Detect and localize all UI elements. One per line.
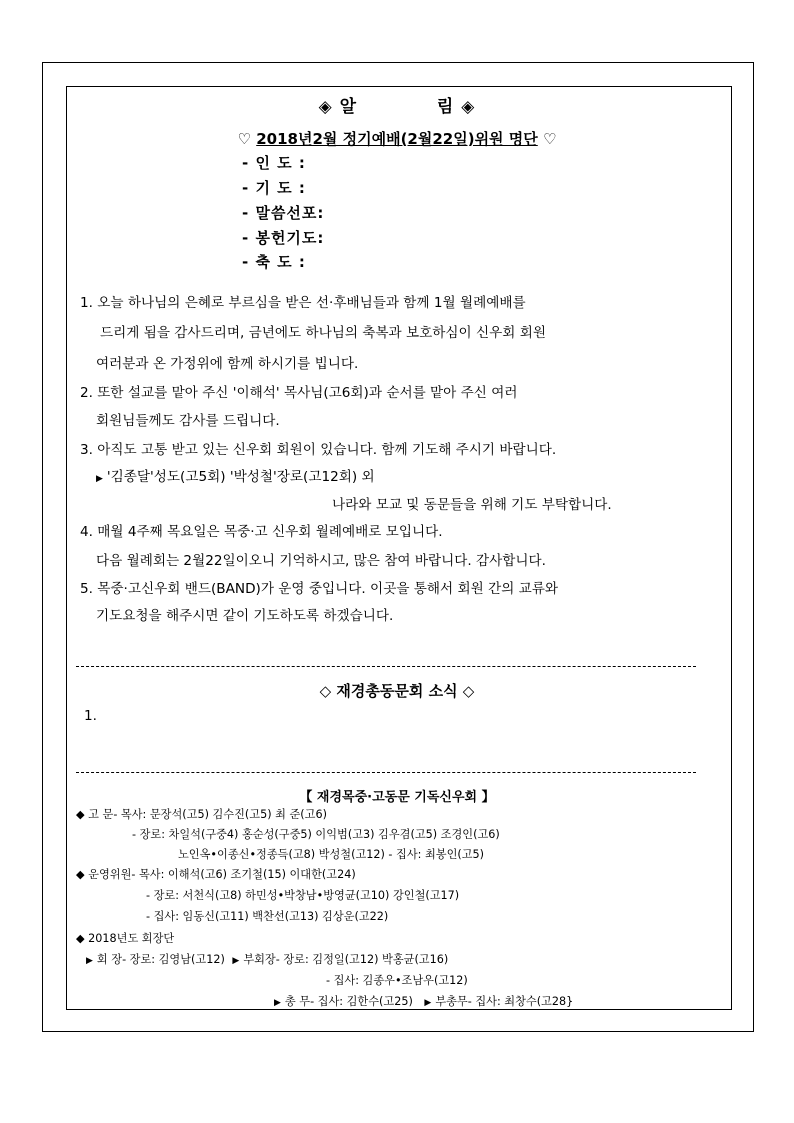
paragraph-3-line-2-text: '김종달'성도(고5회) '박성철'장로(고12회) 외 <box>106 469 375 485</box>
committee-line-2: - 장로: 서천식(고8) 하민성•박창남•방영균(고10) 강인철(고17) <box>146 889 460 902</box>
role-prayer: - 기 도 : <box>242 179 306 197</box>
roster-title <box>0 128 794 149</box>
roster-title-text: 2018년2월 정기예배(2월22일)위원 명단 <box>256 130 538 148</box>
paragraph-4-line-1: 4. 매월 4주째 목요일은 목중·고 신우회 월례예배로 모입니다. <box>80 524 443 540</box>
role-sermon: - 말씀선포: <box>242 204 325 222</box>
officers-line-2: - 집사: 김종우•조남우(고12) <box>326 974 468 987</box>
role-benediction: - 축 도 : <box>242 253 306 271</box>
vice-president-text: 부회장- 장로: 김정일(고12) 박홍균(고16) <box>243 953 449 966</box>
paragraph-5-line-1: 5. 목중·고신우회 밴드(BAND)가 운영 중입니다. 이곳을 통해서 회원 간의 교류와 <box>80 581 559 597</box>
vice-general-affairs-text: 부총무- 집사: 최창수(고28} <box>435 995 574 1008</box>
paragraph-5-line-2: 기도요청을 해주시면 같이 기도하도록 하겠습니다. <box>96 608 394 624</box>
role-offering-prayer: - 봉헌기도: <box>242 229 325 247</box>
paragraph-3-line-2 <box>96 465 375 485</box>
notice-title-right: 림 ◈ <box>436 97 476 117</box>
general-affairs-text: 총 무- 집사: 김한수(고25) <box>284 995 413 1008</box>
advisor-line-2: - 장로: 차일석(구중4) 홍순성(구중5) 이익범(고3) 김우겸(고5) 조경인(고6) <box>132 828 500 841</box>
paragraph-4-line-2: 다음 월례회는 2월22일이오니 기억하시고, 많은 참여 바랍니다. 감사합니다. <box>96 553 546 569</box>
divider <box>76 772 696 773</box>
committee-line-1: ◆ 운영위원- 목사: 이해석(고6) 조기철(15) 이대한(고24) <box>76 868 356 881</box>
paragraph-1-line-2: 드리게 됨을 감사드리며, 금년에도 하나님의 축복과 보호하심이 신우회 회원 <box>100 325 546 341</box>
paragraph-1-line-1: 1. 오늘 하나님의 은혜로 부르심을 받은 선·후배님들과 함께 1월 월례예배를 <box>80 295 526 311</box>
triangle-bullet-icon: ▶ <box>424 998 432 1008</box>
triangle-bullet-icon: ▶ <box>274 998 281 1008</box>
divider <box>76 666 696 667</box>
org-title: 【 재경목중·고동문 기독신우회 】 <box>299 790 495 805</box>
officers-line-3 <box>274 993 573 1009</box>
news-title: ◇ 재경총동문회 소식 ◇ <box>319 682 475 700</box>
paragraph-3-line-3: 나라와 모교 및 동문들을 위해 기도 부탁합니다. <box>332 497 612 513</box>
role-leader: - 인 도 : <box>242 154 306 172</box>
heart-icon-left: ♡ <box>237 130 257 148</box>
advisor-line-3: 노인옥•이종신•정종득(고8) 박성철(고12) - 집사: 최봉인(고5) <box>178 848 485 861</box>
heart-icon-right: ♡ <box>537 130 557 148</box>
notice-title <box>0 92 794 117</box>
news-item-1: 1. <box>84 708 97 724</box>
triangle-bullet-icon: ▶ <box>232 956 240 966</box>
triangle-bullet-icon: ▶ <box>96 474 103 484</box>
triangle-bullet-icon: ▶ <box>86 956 93 966</box>
officers-line-1 <box>86 951 448 967</box>
paragraph-2-line-1: 2. 또한 설교를 맡아 주신 '이해석' 목사님(고6회)과 순서를 맡아 주신 여러 <box>80 385 518 401</box>
paragraph-3-line-1: 3. 아직도 고통 받고 있는 신우회 회원이 있습니다. 함께 기도해 주시기 바랍니다. <box>80 442 557 458</box>
paragraph-2-line-2: 회원님들께도 감사를 드립니다. <box>96 413 280 429</box>
officers-title: ◆ 2018년도 회장단 <box>76 932 175 945</box>
president-text: 회 장- 장로: 김영남(고12) <box>96 953 225 966</box>
notice-title-left: ◈ 알 <box>318 97 358 117</box>
paragraph-1-line-3: 여러분과 온 가정위에 함께 하시기를 빕니다. <box>96 356 359 372</box>
advisor-line-1: ◆ 고 문- 목사: 문장석(고5) 김수진(고5) 최 준(고6) <box>76 808 327 821</box>
committee-line-3: - 집사: 임동신(고11) 백찬선(고13) 김상운(고22) <box>146 910 389 923</box>
